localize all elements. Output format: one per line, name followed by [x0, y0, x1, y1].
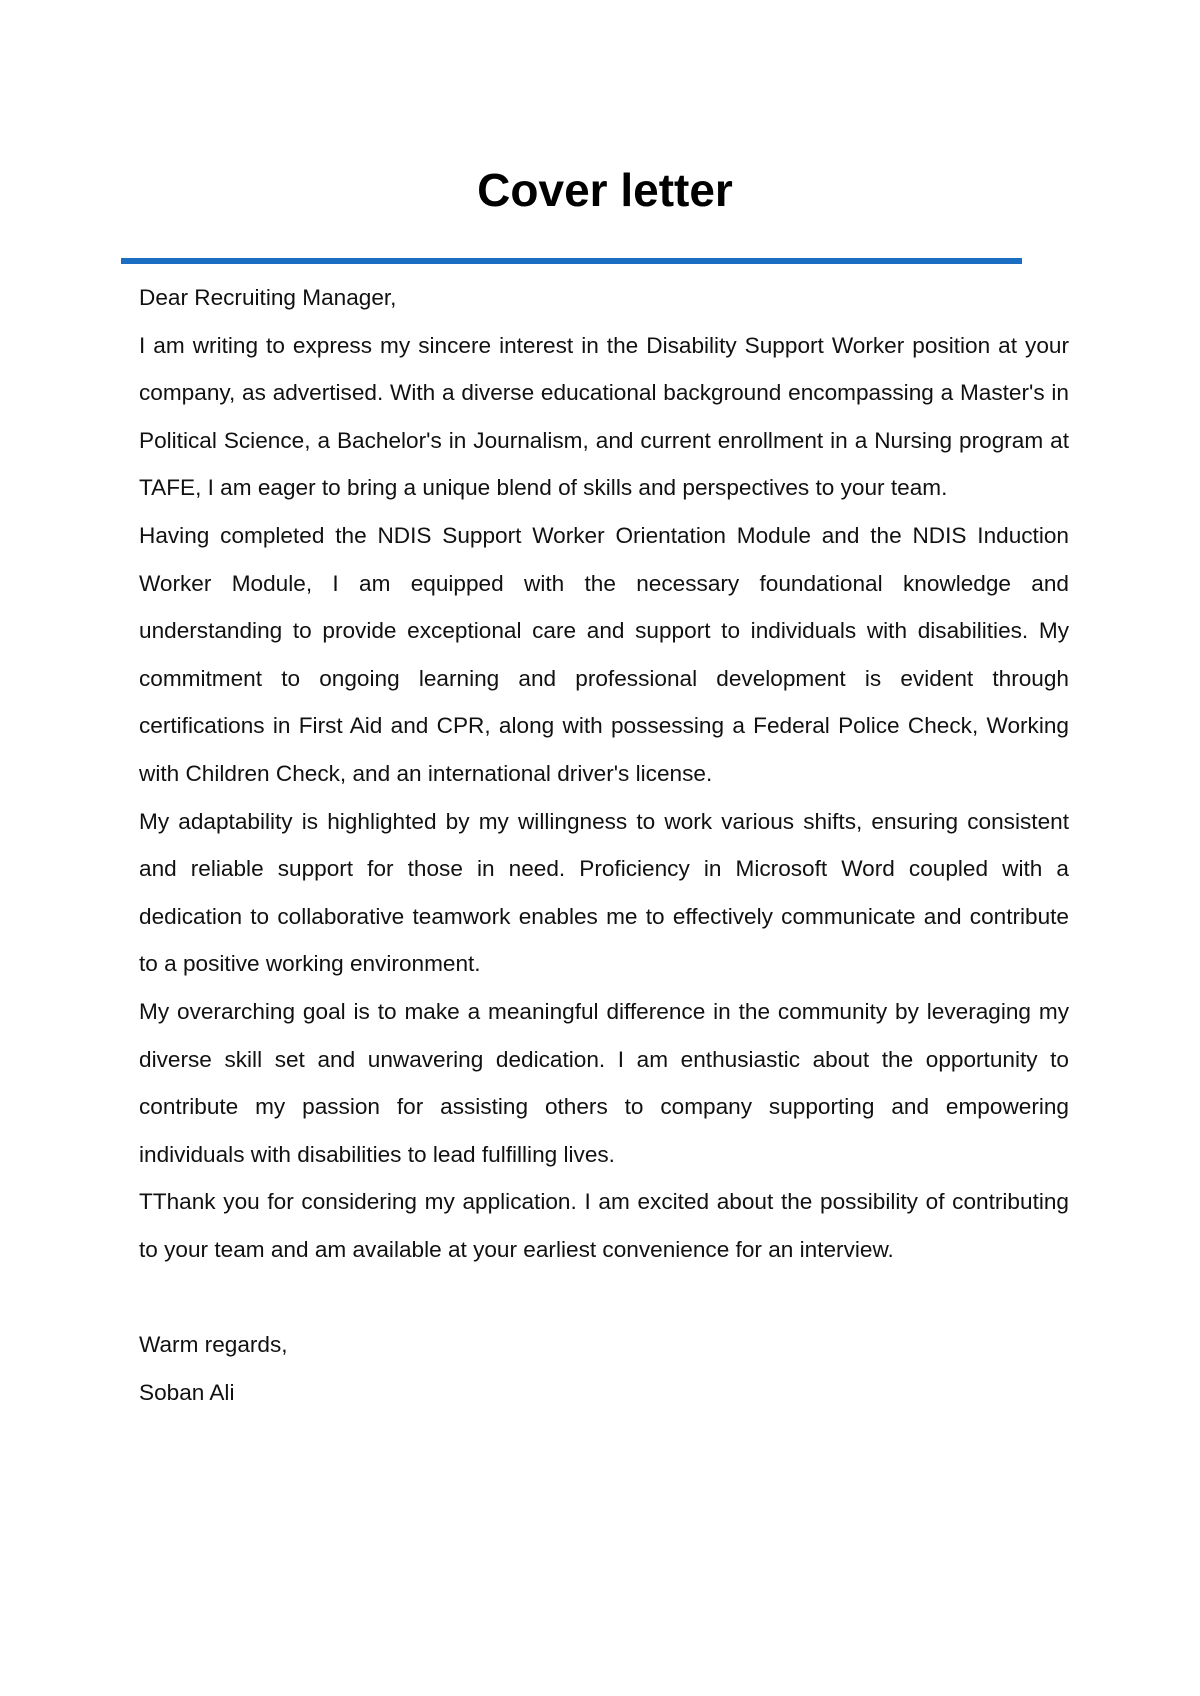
letter-greeting: Dear Recruiting Manager,	[139, 285, 397, 310]
letter-paragraph: TThank you for considering my application. I am excited about the possibility of contributing to your team and am available at your earliest convenience for an interview.	[139, 1189, 1069, 1262]
title-divider	[121, 258, 1022, 264]
letter-signature: Soban Ali	[139, 1379, 235, 1405]
letter-paragraph: I am writing to express my sincere interest in the Disability Support Worker position at your company, as advertised. With a diverse educational background encompassing a Master's in Political Science, a Bachelor's in Journalism, and current enrollment in a Nursing program at TAFE, I am eager to bring a unique blend of skills and perspectives to your team.	[139, 332, 1069, 501]
letter-body	[139, 274, 1069, 1416]
paragraph-spacer	[139, 1273, 1069, 1321]
letter-paragraph: Having completed the NDIS Support Worker Orientation Module and the NDIS Induction Worker Module, I am equipped with the necessary foundational knowledge and understanding to provide exceptional care and support to individuals with disabilities. My commitment to ongoing learning and professional development is evident through certifications in First Aid and CPR, along with possessing a Federal Police Check, Working with Children Check, and an international driver's license.	[139, 522, 1069, 786]
letter-paragraph: My adaptability is highlighted by my willingness to work various shifts, ensuring consistent and reliable support for those in need. Proficiency in Microsoft Word coupled with a dedication to collaborative teamwork enables me to effectively communicate and contribute to a positive working environment.	[139, 808, 1069, 977]
letter-closing: Warm regards,	[139, 1332, 288, 1358]
letter-paragraph: My overarching goal is to make a meaningful difference in the community by leveraging my diverse skill set and unwavering dedication. I am enthusiastic about the opportunity to contribute my passion for assisting others to company supporting and empowering individuals with disabilities to lead fulfilling lives.	[139, 998, 1069, 1167]
document-title: Cover letter	[477, 164, 733, 216]
